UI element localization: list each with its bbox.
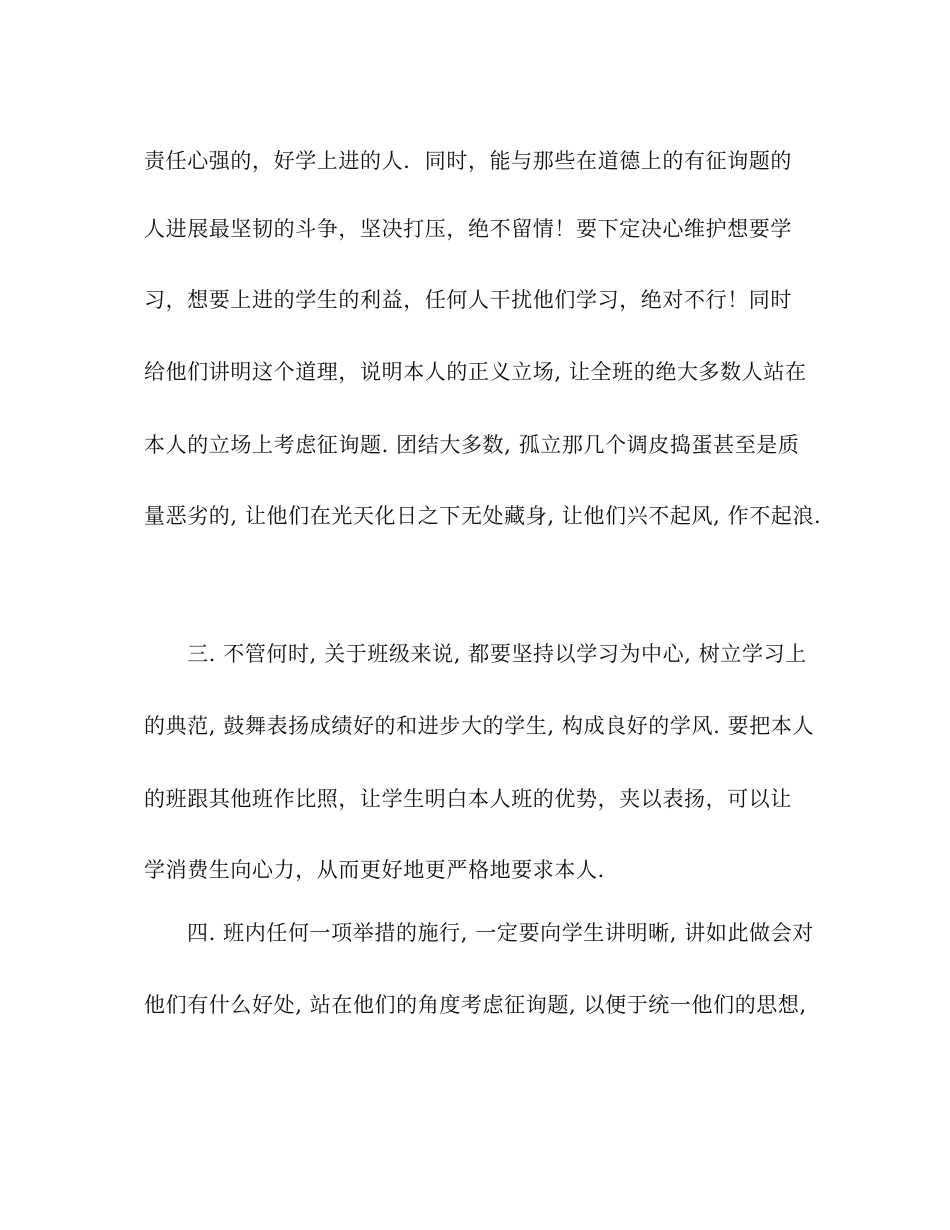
paragraph-line: 量恶劣的, 让他们在光天化日之下无处藏身, 让他们兴不起风, 作不起浪. bbox=[144, 504, 822, 528]
paragraph-line: 习，想要上进的学生的利益，任何人干扰他们学习，绝对不行！同时 bbox=[144, 288, 792, 312]
paragraph-line: 的班跟其他班作比照，让学生明白本人班的优势，夹以表扬，可以让 bbox=[144, 787, 792, 811]
paragraph-line: 人进展最坚韧的斗争，坚决打压，绝不留情！要下定决心维护想要学 bbox=[144, 217, 792, 241]
section-three-first-line: 三. 不管何时, 关于班级来说, 都要坚持以学习为中心, 树立学习上 bbox=[187, 642, 807, 666]
section-four-first-line: 四. 班内任何一项举措的施行, 一定要向学生讲明晰, 讲如此做会对 bbox=[187, 921, 814, 945]
paragraph-line: 本人的立场上考虑征询题. 团结大多数, 孤立那几个调皮捣蛋甚至是质 bbox=[144, 433, 800, 457]
paragraph-line: 给他们讲明这个道理，说明本人的正义立场, 让全班的绝大多数人站在 bbox=[144, 360, 807, 384]
paragraph-line: 他们有什么好处, 站在他们的角度考虑征询题, 以便于统一他们的思想, bbox=[144, 993, 807, 1017]
paragraph-line: 责任心强的，好学上进的人．同时，能与那些在道德上的有征询题的 bbox=[144, 149, 792, 173]
paragraph-line: 的典范, 鼓舞表扬成绩好的和进步大的学生, 构成良好的学风. 要把本人 bbox=[144, 714, 815, 738]
paragraph-line: 学消费生向心力，从而更好地更严格地要求本人． bbox=[144, 858, 620, 882]
